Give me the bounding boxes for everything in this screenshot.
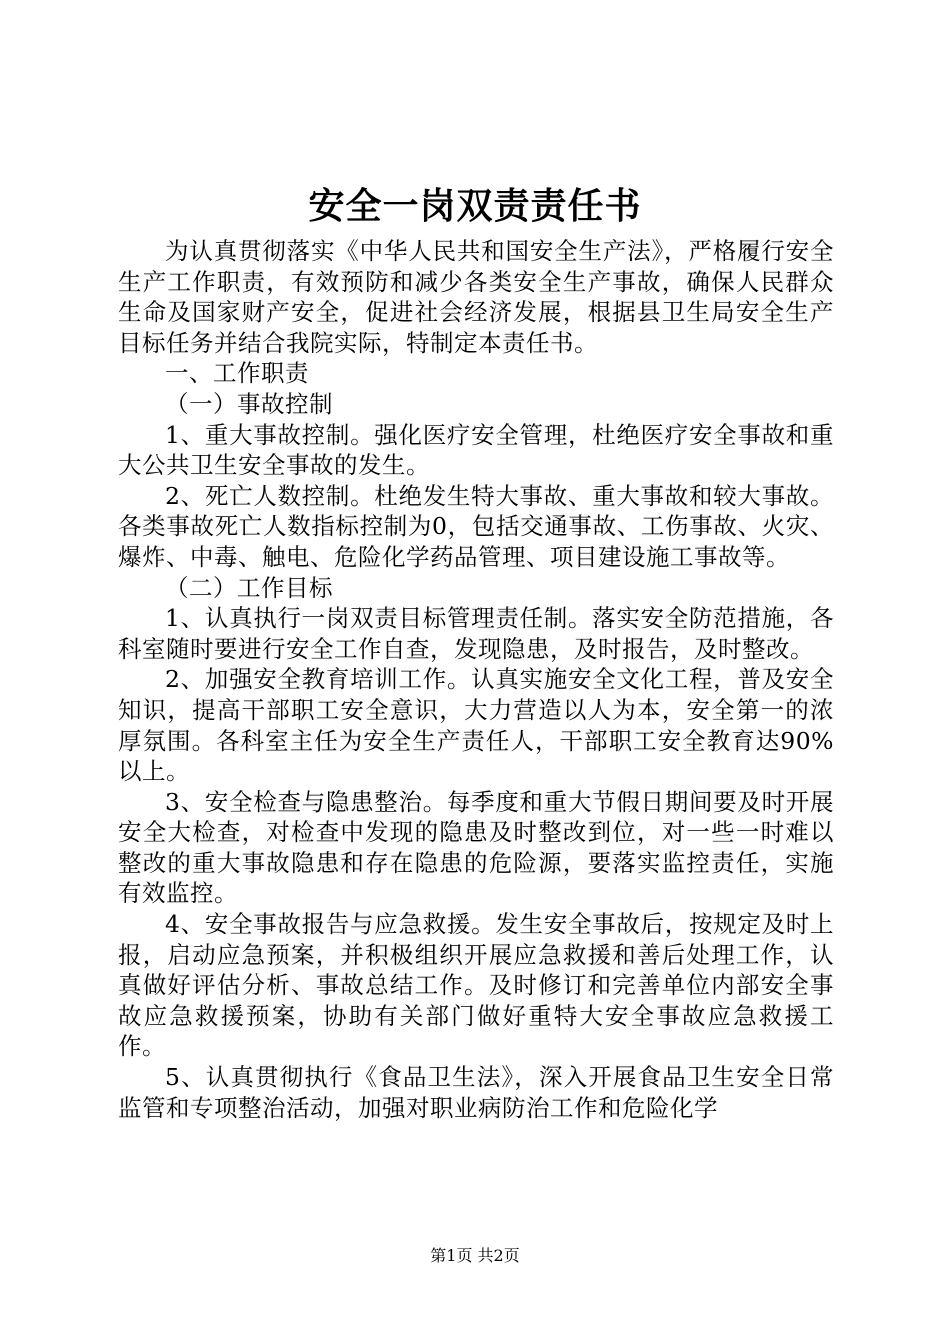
paragraph-safety-training: 2、加强安全教育培训工作。认真实施安全文化工程，普及安全知识，提高干部职工安全意识，大力营造以人为本，安全第一的浓厚氛围。各科室主任为安全生产责任人，干部职工安全教育达90%以上。 xyxy=(118,665,834,786)
subsection-heading-accident-control: （一）事故控制 xyxy=(165,389,333,418)
document-title: 安全一岗双责责任书 xyxy=(308,186,642,227)
subsection-heading-work-goals: （二）工作目标 xyxy=(165,573,333,602)
document-body xyxy=(118,236,834,1123)
section-heading-duties: 一、工作职责 xyxy=(165,359,309,388)
intro-paragraph: 为认真贯彻落实《中华人民共和国安全生产法》，严格履行安全生产工作职责，有效预防和减少各类安全生产事故，确保人民群众生命及国家财产安全，促进社会经济发展，根据县卫生局安全生产目标任务并结合我院实际，特制定本责任书。 xyxy=(118,237,834,357)
page-footer: 第1页 共2页 xyxy=(430,1246,520,1265)
paragraph-accident-reporting: 4、安全事故报告与应急救援。发生安全事故后，按规定及时上报，启动应急预案，并积极组织开展应急救援和善后处理工作，认真做好评估分析、事故总结工作。及时修订和完善单位内部安全事故应急救援预案，协助有关部门做好重特大安全事故应急救援工作。 xyxy=(118,910,834,1061)
paragraph-food-hygiene: 5、认真贯彻执行《食品卫生法》，深入开展食品卫生安全日常监管和专项整治活动，加强对职业病防治工作和危险化学 xyxy=(118,1063,834,1122)
paragraph-responsibility-system: 1、认真执行一岗双责目标管理责任制。落实安全防范措施，各科室随时要进行安全工作自查，发现隐患，及时报告，及时整改。 xyxy=(118,604,834,663)
paragraph-fatality-control: 2、死亡人数控制。杜绝发生特大事故、重大事故和较大事故。各类事故死亡人数指标控制为0，包括交通事故、工伤事故、火灾、爆炸、中毒、触电、危险化学药品管理、项目建设施工事故等。 xyxy=(118,481,834,571)
paragraph-safety-inspection: 3、安全检查与隐患整治。每季度和重大节假日期间要及时开展安全大检查，对检查中发现的隐患及时整改到位，对一些一时难以整改的重大事故隐患和存在隐患的危险源，要落实监控责任，实施有效监控。 xyxy=(118,787,834,908)
paragraph-major-accident-control: 1、重大事故控制。强化医疗安全管理，杜绝医疗安全事故和重大公共卫生安全事故的发生。 xyxy=(118,420,834,480)
